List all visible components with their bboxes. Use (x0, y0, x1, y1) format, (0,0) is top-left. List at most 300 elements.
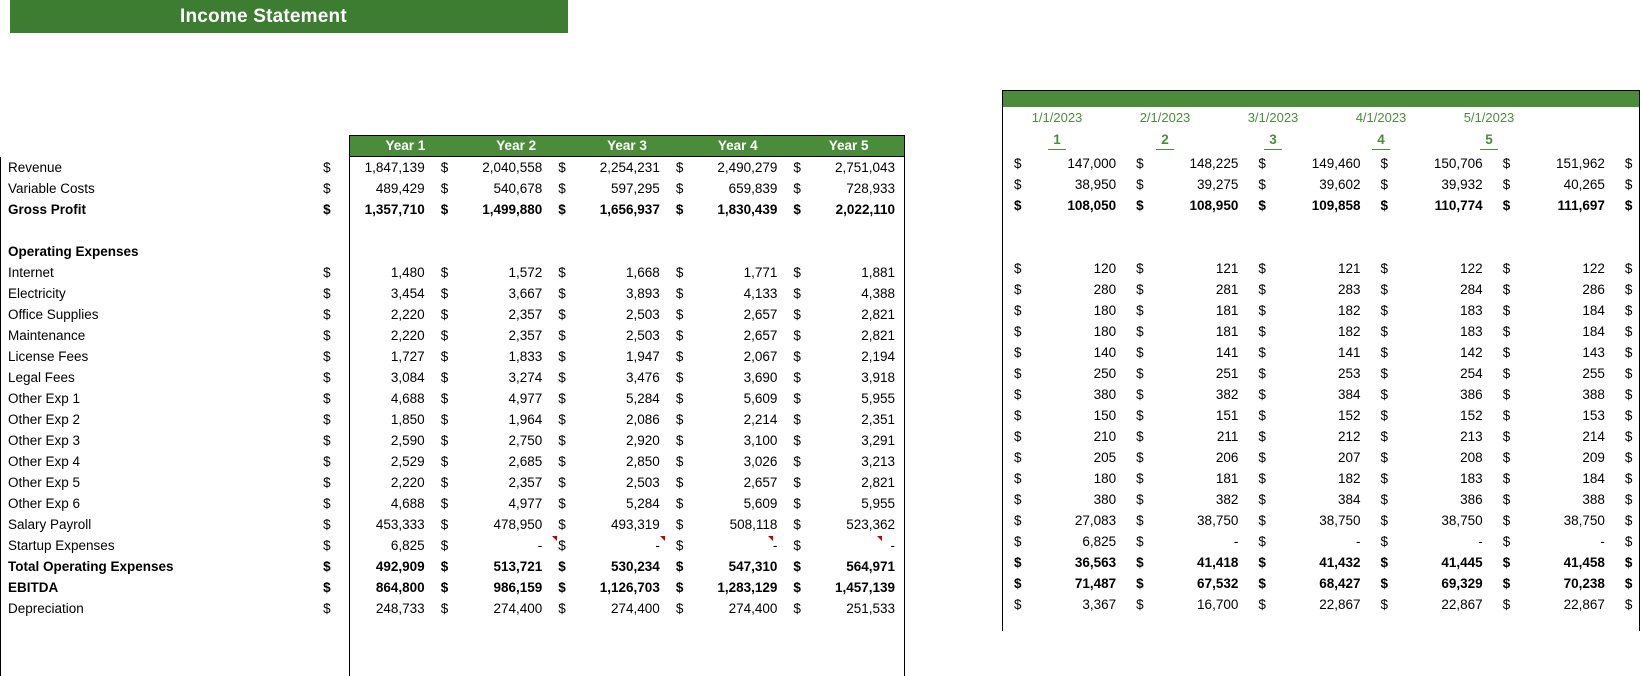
table-cell: 70,238 (1563, 576, 1605, 591)
currency-symbol: $ (558, 370, 566, 385)
table-row (0, 388, 905, 409)
currency-symbol: $ (1624, 555, 1633, 570)
currency-symbol: $ (558, 517, 566, 532)
currency-symbol: $ (1258, 177, 1266, 192)
currency-symbol: $ (1014, 597, 1022, 612)
currency-symbol: $ (1136, 492, 1144, 507)
table-cell: 71,487 (1074, 576, 1117, 591)
table-cell: 120 (1093, 261, 1117, 276)
table-cell: 3,084 (390, 370, 425, 385)
currency-symbol: $ (1014, 261, 1022, 276)
table-cell: 1,727 (390, 349, 425, 364)
currency-symbol: $ (323, 454, 331, 469)
table-cell: 5,609 (743, 496, 778, 511)
currency-symbol: $ (793, 181, 801, 196)
table-cell: 251,533 (846, 601, 895, 616)
table-row (0, 346, 905, 367)
table-cell: 4,388 (861, 286, 895, 301)
table-cell: 2,040,558 (482, 160, 543, 175)
table-cell: 2,657 (743, 307, 778, 322)
currency-symbol: $ (1502, 156, 1511, 171)
table-cell: 2,850 (626, 454, 660, 469)
currency-symbol: $ (323, 412, 331, 427)
currency-symbol: $ (1502, 177, 1511, 192)
table-cell: 5,955 (861, 496, 895, 511)
table-row (1002, 510, 1640, 531)
row-label: EBITDA (8, 580, 59, 595)
currency-symbol: $ (1136, 303, 1144, 318)
currency-symbol: $ (558, 580, 566, 595)
currency-symbol: $ (1624, 429, 1633, 444)
table-cell: 384 (1337, 492, 1361, 507)
currency-symbol: $ (1258, 597, 1266, 612)
table-cell: 2,086 (626, 412, 660, 427)
currency-symbol (435, 220, 457, 241)
currency-symbol: $ (1136, 534, 1144, 549)
table-cell: 148,225 (1189, 156, 1239, 171)
currency-symbol: $ (1624, 156, 1633, 171)
cell-comment-marker (552, 536, 557, 541)
currency-symbol: $ (793, 202, 801, 217)
currency-symbol: $ (1380, 450, 1389, 465)
currency-symbol: $ (675, 496, 684, 511)
table-row (1002, 468, 1640, 489)
table-cell: 214 (1582, 429, 1605, 444)
currency-symbol: $ (558, 412, 566, 427)
currency-symbol: $ (440, 475, 449, 490)
currency-symbol: $ (1258, 345, 1266, 360)
table-cell: 2,503 (626, 475, 660, 490)
currency-symbol: $ (1136, 345, 1144, 360)
currency-symbol: $ (1624, 534, 1633, 549)
table-cell: 180 (1093, 324, 1117, 339)
row-label: Gross Profit (8, 202, 87, 217)
currency-symbol: $ (675, 391, 684, 406)
table-cell: 2,357 (508, 328, 543, 343)
table-cell: 153 (1582, 408, 1605, 423)
currency-symbol: $ (675, 412, 684, 427)
currency-symbol: $ (1380, 492, 1389, 507)
table-cell: 2,220 (390, 307, 425, 322)
table-cell (1518, 237, 1613, 258)
currency-symbol: $ (1624, 345, 1633, 360)
currency-symbol: $ (323, 160, 331, 175)
table-cell: 3,213 (861, 454, 895, 469)
row-label: License Fees (8, 349, 89, 364)
currency-symbol: $ (323, 496, 331, 511)
table-cell: 38,750 (1319, 513, 1361, 528)
annual-column-header: Year 4 (717, 138, 758, 153)
currency-symbol: $ (793, 307, 801, 322)
table-row (0, 430, 905, 451)
currency-symbol: $ (1380, 513, 1389, 528)
currency-symbol: $ (1380, 576, 1389, 591)
table-cell: 140 (1093, 345, 1117, 360)
table-cell: 38,950 (1074, 177, 1117, 192)
table-cell: 38,750 (1441, 513, 1483, 528)
currency-symbol: $ (793, 538, 801, 553)
table-cell: 255 (1582, 366, 1605, 381)
currency-symbol: $ (440, 349, 449, 364)
table-cell: 388 (1582, 387, 1605, 402)
table-cell: 6,825 (390, 538, 425, 553)
table-row (1002, 237, 1640, 258)
currency-symbol: $ (440, 601, 449, 616)
currency-symbol (552, 241, 574, 262)
table-cell: 38,750 (1197, 513, 1239, 528)
table-row (1002, 342, 1640, 363)
table-row (0, 262, 905, 283)
currency-symbol (1491, 216, 1518, 237)
table-cell: 2,821 (861, 328, 895, 343)
table-row (0, 199, 905, 220)
currency-symbol: $ (440, 580, 449, 595)
table-cell: 3,667 (508, 286, 543, 301)
currency-symbol (1002, 216, 1029, 237)
currency-symbol: $ (1258, 324, 1266, 339)
table-row (0, 598, 905, 619)
table-cell: 152 (1460, 408, 1483, 423)
currency-symbol: $ (675, 370, 684, 385)
table-cell (456, 241, 552, 262)
table-row (1002, 195, 1640, 216)
currency-symbol: $ (1014, 324, 1022, 339)
currency-symbol: $ (1014, 156, 1022, 171)
table-cell: 3,291 (861, 433, 895, 448)
table-cell: 183 (1460, 303, 1483, 318)
table-cell: 453,333 (375, 517, 425, 532)
currency-symbol (1246, 237, 1273, 258)
currency-symbol: $ (1258, 450, 1266, 465)
monthly-date-header: 3/1/2023 (1247, 110, 1299, 125)
table-cell (574, 241, 670, 262)
period-number-label: 1 (1048, 131, 1066, 150)
currency-symbol: $ (1624, 408, 1633, 423)
table-cell: 38,750 (1563, 513, 1605, 528)
table-cell: 181 (1215, 324, 1239, 339)
table-cell: 1,771 (743, 265, 778, 280)
currency-symbol: $ (1502, 261, 1511, 276)
table-cell: 121 (1337, 261, 1361, 276)
table-row (0, 325, 905, 346)
table-cell: 209 (1582, 450, 1605, 465)
currency-symbol: $ (1502, 492, 1511, 507)
table-cell: - (1600, 534, 1605, 549)
currency-symbol: $ (675, 160, 684, 175)
currency-symbol: $ (1136, 282, 1144, 297)
table-row (1002, 552, 1640, 573)
row-label: Electricity (8, 286, 66, 301)
currency-symbol: $ (558, 496, 566, 511)
currency-symbol: $ (558, 559, 566, 574)
table-cell: 3,454 (390, 286, 425, 301)
table-cell: 1,668 (626, 265, 660, 280)
table-cell: 523,362 (846, 517, 895, 532)
currency-symbol: $ (323, 601, 331, 616)
currency-symbol: $ (558, 286, 566, 301)
row-label: Other Exp 6 (8, 496, 81, 511)
table-cell: 492,909 (375, 559, 425, 574)
currency-symbol: $ (440, 307, 449, 322)
table-cell (809, 241, 905, 262)
table-cell: 250 (1093, 366, 1117, 381)
currency-symbol: $ (1014, 576, 1022, 591)
currency-symbol: $ (793, 349, 801, 364)
currency-symbol: $ (1014, 555, 1022, 570)
currency-symbol: $ (793, 412, 801, 427)
currency-symbol: $ (323, 370, 331, 385)
currency-symbol: $ (1258, 513, 1266, 528)
currency-symbol: $ (1624, 282, 1633, 297)
currency-symbol: $ (440, 517, 449, 532)
table-cell: 6,825 (1082, 534, 1117, 549)
currency-symbol (1613, 237, 1640, 258)
table-cell: 274,400 (728, 601, 778, 616)
period-number-label: 2 (1156, 131, 1174, 150)
currency-symbol: $ (323, 580, 331, 595)
currency-symbol: $ (793, 559, 801, 574)
currency-symbol: $ (1014, 534, 1022, 549)
table-cell: 41,445 (1441, 555, 1483, 570)
table-cell: 248,733 (375, 601, 425, 616)
currency-symbol: $ (1014, 429, 1022, 444)
currency-symbol: $ (1258, 576, 1266, 591)
currency-symbol: $ (1014, 177, 1022, 192)
currency-symbol: $ (1136, 450, 1144, 465)
table-cell: 2,194 (861, 349, 895, 364)
currency-symbol: $ (1502, 450, 1511, 465)
table-row (1002, 300, 1640, 321)
table-cell: 2,503 (626, 307, 660, 322)
currency-symbol: $ (1258, 366, 1266, 381)
table-cell: 1,833 (508, 349, 543, 364)
table-cell: 281 (1215, 282, 1239, 297)
currency-symbol: $ (1502, 345, 1511, 360)
row-label: Salary Payroll (8, 517, 92, 532)
currency-symbol: $ (793, 286, 801, 301)
table-cell: 147,000 (1067, 156, 1117, 171)
table-row (0, 493, 905, 514)
table-cell: 254 (1460, 366, 1483, 381)
currency-symbol: $ (323, 328, 331, 343)
table-row (1002, 447, 1640, 468)
table-cell: 22,867 (1441, 597, 1483, 612)
table-cell: 22,867 (1563, 597, 1605, 612)
table-cell: 2,657 (743, 475, 778, 490)
monthly-date-header: 5/1/2023 (1463, 110, 1515, 125)
table-cell: 384 (1337, 387, 1361, 402)
table-cell: 2,351 (861, 412, 895, 427)
currency-symbol: $ (793, 601, 801, 616)
currency-symbol: $ (1014, 408, 1022, 423)
table-row (0, 577, 905, 598)
table-cell: - (655, 538, 660, 553)
table-cell: 39,275 (1197, 177, 1239, 192)
currency-symbol: $ (1136, 408, 1144, 423)
table-cell: 2,357 (508, 307, 543, 322)
table-cell: 2,590 (390, 433, 425, 448)
table-cell: 108,950 (1189, 198, 1239, 213)
currency-symbol: $ (793, 475, 801, 490)
currency-symbol: $ (1502, 597, 1511, 612)
table-cell: 478,950 (493, 517, 543, 532)
table-cell: 1,964 (508, 412, 543, 427)
table-cell: 208 (1460, 450, 1483, 465)
table-cell: 2,685 (508, 454, 543, 469)
currency-symbol: $ (1136, 555, 1144, 570)
table-row (1002, 216, 1640, 237)
table-cell: 3,274 (508, 370, 543, 385)
table-cell: 121 (1215, 261, 1239, 276)
currency-symbol: $ (1136, 156, 1144, 171)
table-cell: 41,458 (1563, 555, 1605, 570)
table-cell: 2,357 (508, 475, 543, 490)
row-label: Other Exp 4 (8, 454, 81, 469)
table-cell (339, 241, 435, 262)
table-cell (1151, 216, 1246, 237)
currency-symbol (670, 241, 692, 262)
monthly-period-number (1435, 131, 1543, 153)
table-cell: 284 (1460, 282, 1483, 297)
currency-symbol: $ (440, 559, 449, 574)
table-cell: 39,932 (1441, 177, 1483, 192)
currency-symbol (317, 241, 339, 262)
table-row (0, 472, 905, 493)
currency-symbol: $ (1258, 408, 1266, 423)
currency-symbol: $ (1258, 387, 1266, 402)
table-cell: 180 (1093, 471, 1117, 486)
table-cell: 152 (1337, 408, 1361, 423)
cell-comment-marker (877, 536, 882, 541)
currency-symbol: $ (1502, 513, 1511, 528)
currency-symbol (1124, 237, 1151, 258)
currency-symbol: $ (1380, 366, 1389, 381)
currency-symbol: $ (1258, 303, 1266, 318)
currency-symbol: $ (440, 433, 449, 448)
currency-symbol: $ (1624, 177, 1633, 192)
currency-symbol: $ (675, 559, 684, 574)
currency-symbol: $ (1136, 471, 1144, 486)
currency-symbol: $ (1380, 597, 1389, 612)
table-cell: 4,977 (508, 391, 543, 406)
table-cell: 274,400 (493, 601, 543, 616)
row-label: Other Exp 3 (8, 433, 81, 448)
table-cell: 108,050 (1067, 198, 1117, 213)
table-cell: 2,657 (743, 328, 778, 343)
currency-symbol: $ (558, 601, 566, 616)
currency-symbol (1369, 216, 1396, 237)
table-cell: 110,774 (1434, 198, 1483, 213)
row-label: Operating Expenses (8, 244, 139, 259)
currency-symbol: $ (1502, 282, 1511, 297)
table-cell: 181 (1215, 303, 1239, 318)
table-cell (1029, 216, 1124, 237)
table-cell: 143 (1582, 345, 1605, 360)
table-row (0, 304, 905, 325)
table-cell: 184 (1582, 303, 1605, 318)
currency-symbol: $ (558, 538, 566, 553)
table-cell: 122 (1460, 261, 1483, 276)
table-cell: 493,319 (611, 517, 660, 532)
table-cell: - (1233, 534, 1239, 549)
table-cell: 150 (1093, 408, 1117, 423)
table-cell: 151,962 (1556, 156, 1605, 171)
currency-symbol: $ (1136, 597, 1144, 612)
table-row (1002, 531, 1640, 552)
table-cell: - (772, 538, 778, 553)
currency-symbol: $ (1624, 261, 1633, 276)
currency-symbol: $ (440, 538, 449, 553)
currency-symbol: $ (323, 286, 331, 301)
table-cell: 5,284 (626, 391, 660, 406)
currency-symbol: $ (793, 391, 801, 406)
currency-symbol (435, 241, 457, 262)
currency-symbol: $ (323, 517, 331, 532)
table-cell: 1,480 (390, 265, 425, 280)
currency-symbol: $ (323, 265, 331, 280)
table-cell: 1,847,139 (364, 160, 425, 175)
currency-symbol: $ (440, 286, 449, 301)
table-cell (1029, 237, 1124, 258)
table-cell: 210 (1093, 429, 1117, 444)
currency-symbol: $ (793, 580, 801, 595)
currency-symbol: $ (793, 454, 801, 469)
table-cell: 2,022,110 (835, 202, 895, 217)
currency-symbol: $ (1380, 324, 1389, 339)
currency-symbol: $ (440, 265, 449, 280)
currency-symbol: $ (1258, 534, 1266, 549)
currency-symbol: $ (323, 181, 331, 196)
currency-symbol: $ (558, 391, 566, 406)
table-cell: 182 (1337, 324, 1361, 339)
cell-comment-marker (768, 536, 773, 541)
currency-symbol: $ (1624, 387, 1633, 402)
currency-symbol: $ (1380, 429, 1389, 444)
currency-symbol: $ (675, 349, 684, 364)
currency-symbol: $ (1380, 534, 1389, 549)
row-label: Legal Fees (8, 370, 75, 385)
currency-symbol: $ (440, 202, 449, 217)
table-cell: 1,656,937 (599, 202, 660, 217)
table-cell: 382 (1215, 492, 1239, 507)
currency-symbol: $ (558, 454, 566, 469)
currency-symbol: $ (558, 349, 566, 364)
table-cell: 380 (1093, 387, 1117, 402)
currency-symbol: $ (793, 496, 801, 511)
table-cell (1273, 216, 1368, 237)
table-cell: 40,265 (1563, 177, 1605, 192)
table-cell: 184 (1582, 324, 1605, 339)
table-row (0, 178, 905, 199)
row-label: Maintenance (8, 328, 86, 343)
currency-symbol: $ (1136, 324, 1144, 339)
table-row (0, 556, 905, 577)
currency-symbol: $ (1258, 156, 1266, 171)
currency-symbol: $ (1624, 576, 1633, 591)
table-cell: - (1356, 534, 1361, 549)
annual-header-row (349, 135, 905, 157)
table-cell (692, 241, 788, 262)
currency-symbol: $ (1380, 198, 1389, 213)
currency-symbol: $ (1380, 387, 1389, 402)
currency-symbol: $ (1014, 513, 1022, 528)
currency-symbol: $ (1014, 366, 1022, 381)
currency-symbol: $ (1624, 471, 1633, 486)
table-cell: 68,427 (1319, 576, 1361, 591)
currency-symbol: $ (1014, 471, 1022, 486)
table-row (1002, 384, 1640, 405)
table-cell: 213 (1460, 429, 1483, 444)
